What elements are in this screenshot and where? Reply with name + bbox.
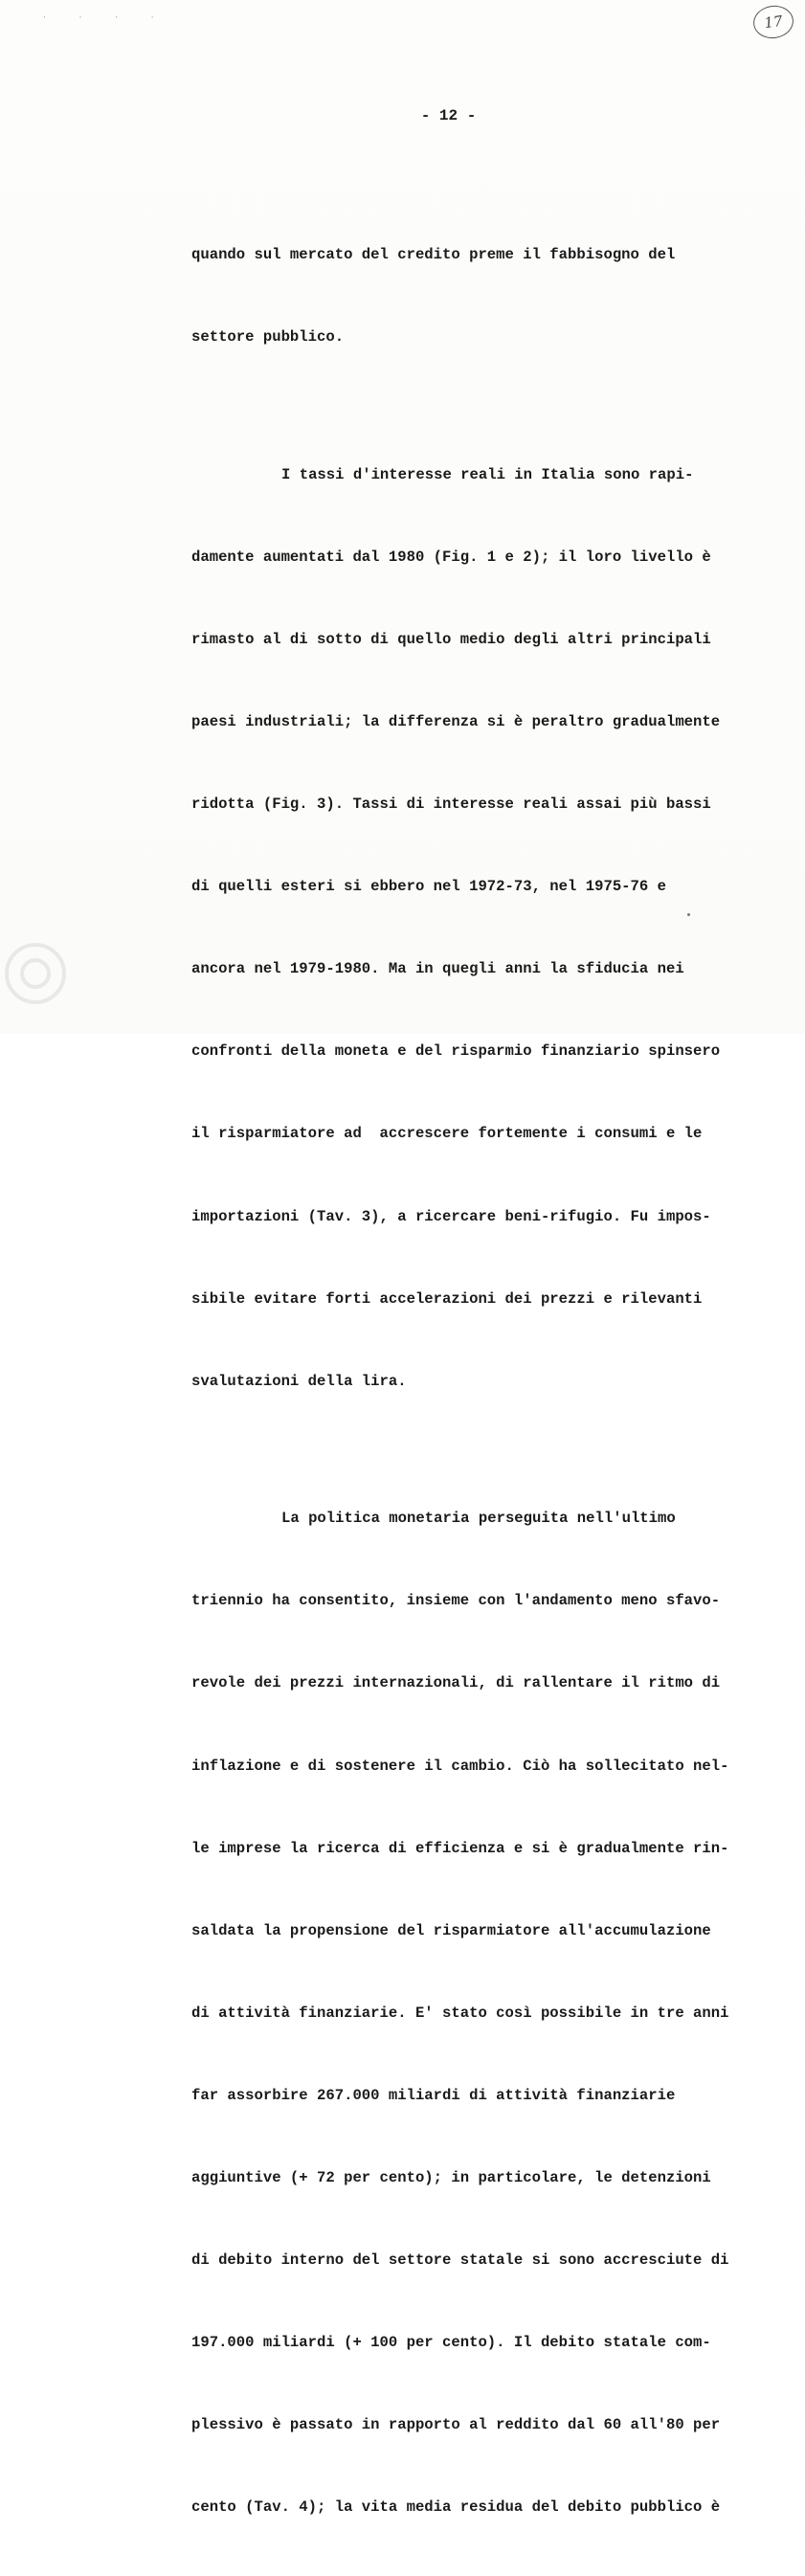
scan-specks: · · · ·: [42, 13, 168, 22]
text-line: paesi industriali; la differenza si è peraltro gradualmente: [191, 712, 721, 730]
text-line: importazioni (Tav. 3), a ricercare beni-rifugio. Fu impos-: [191, 1207, 711, 1225]
text-line: di quelli esteri si ebbero nel 1972-73, nel 1975-76 e: [191, 878, 666, 896]
text-line: rimasto al di sotto di quello medio degli altri principali: [191, 630, 711, 648]
text-line: sibile evitare forti accelerazioni dei prezzi e rilevanti: [191, 1289, 703, 1308]
page-number: - 12 -: [420, 107, 477, 124]
handwritten-page-mark-text: 17: [763, 11, 784, 33]
text-line: triennio ha consentito, insieme con l'andamento meno sfavo-: [191, 1592, 721, 1610]
text-line: ridotta (Fig. 3). Tassi di interesse reali assai più bassi: [191, 795, 711, 814]
scan-speck: [687, 913, 690, 916]
text-line: ancora nel 1979-1980. Ma in quegli anni la sfiducia nei: [191, 960, 684, 978]
text-line: revole dei prezzi internazionali, di rallentare il ritmo di: [191, 1674, 721, 1692]
text-line: di debito interno del settore statale si sono accresciute di: [191, 2251, 729, 2270]
text-line: far assorbire 267.000 miliardi di attività finanziarie: [191, 2086, 676, 2104]
text-line: saldata la propensione del risparmiatore all'accumulazione: [191, 1921, 711, 1939]
text-line: svalutazioni della lira.: [191, 1372, 407, 1390]
text-line: il risparmiatore ad accrescere fortemente i consumi e le: [191, 1125, 703, 1143]
text-line: plessivo è passato in rapporto al reddito dal 60 all'80 per: [191, 2416, 721, 2434]
body-text: [191, 159, 766, 2576]
text-line: La politica monetaria perseguita nell'ultimo: [281, 1510, 676, 1528]
text-line: inflazione e di sostenere il cambio. Ciò ha sollecitato nel-: [191, 1757, 729, 1775]
faint-watermark: [2, 940, 69, 1007]
text-line: confronti della moneta e del risparmio finanziario spinsero: [191, 1042, 721, 1061]
text-line: cento (Tav. 4); la vita media residua del debito pubblico è: [191, 2498, 721, 2517]
text-line: aggiuntive (+ 72 per cento); in particolare, le detenzioni: [191, 2168, 711, 2186]
text-line: settore pubblico.: [191, 328, 345, 347]
text-line: di attività finanziarie. E' stato così possibile in tre anni: [191, 2004, 729, 2022]
text-line: 197.000 miliardi (+ 100 per cento). Il debito statale com-: [191, 2334, 711, 2352]
handwritten-page-mark: [751, 3, 795, 41]
text-line: quando sul mercato del credito preme il fabbisogno del: [191, 246, 676, 264]
text-line: I tassi d'interesse reali in Italia sono rapi-: [281, 465, 694, 483]
text-line: damente aumentati dal 1980 (Fig. 1 e 2); il loro livello è: [191, 548, 711, 566]
text-line: le imprese la ricerca di efficienza e si è gradualmente rin-: [191, 1839, 729, 1857]
